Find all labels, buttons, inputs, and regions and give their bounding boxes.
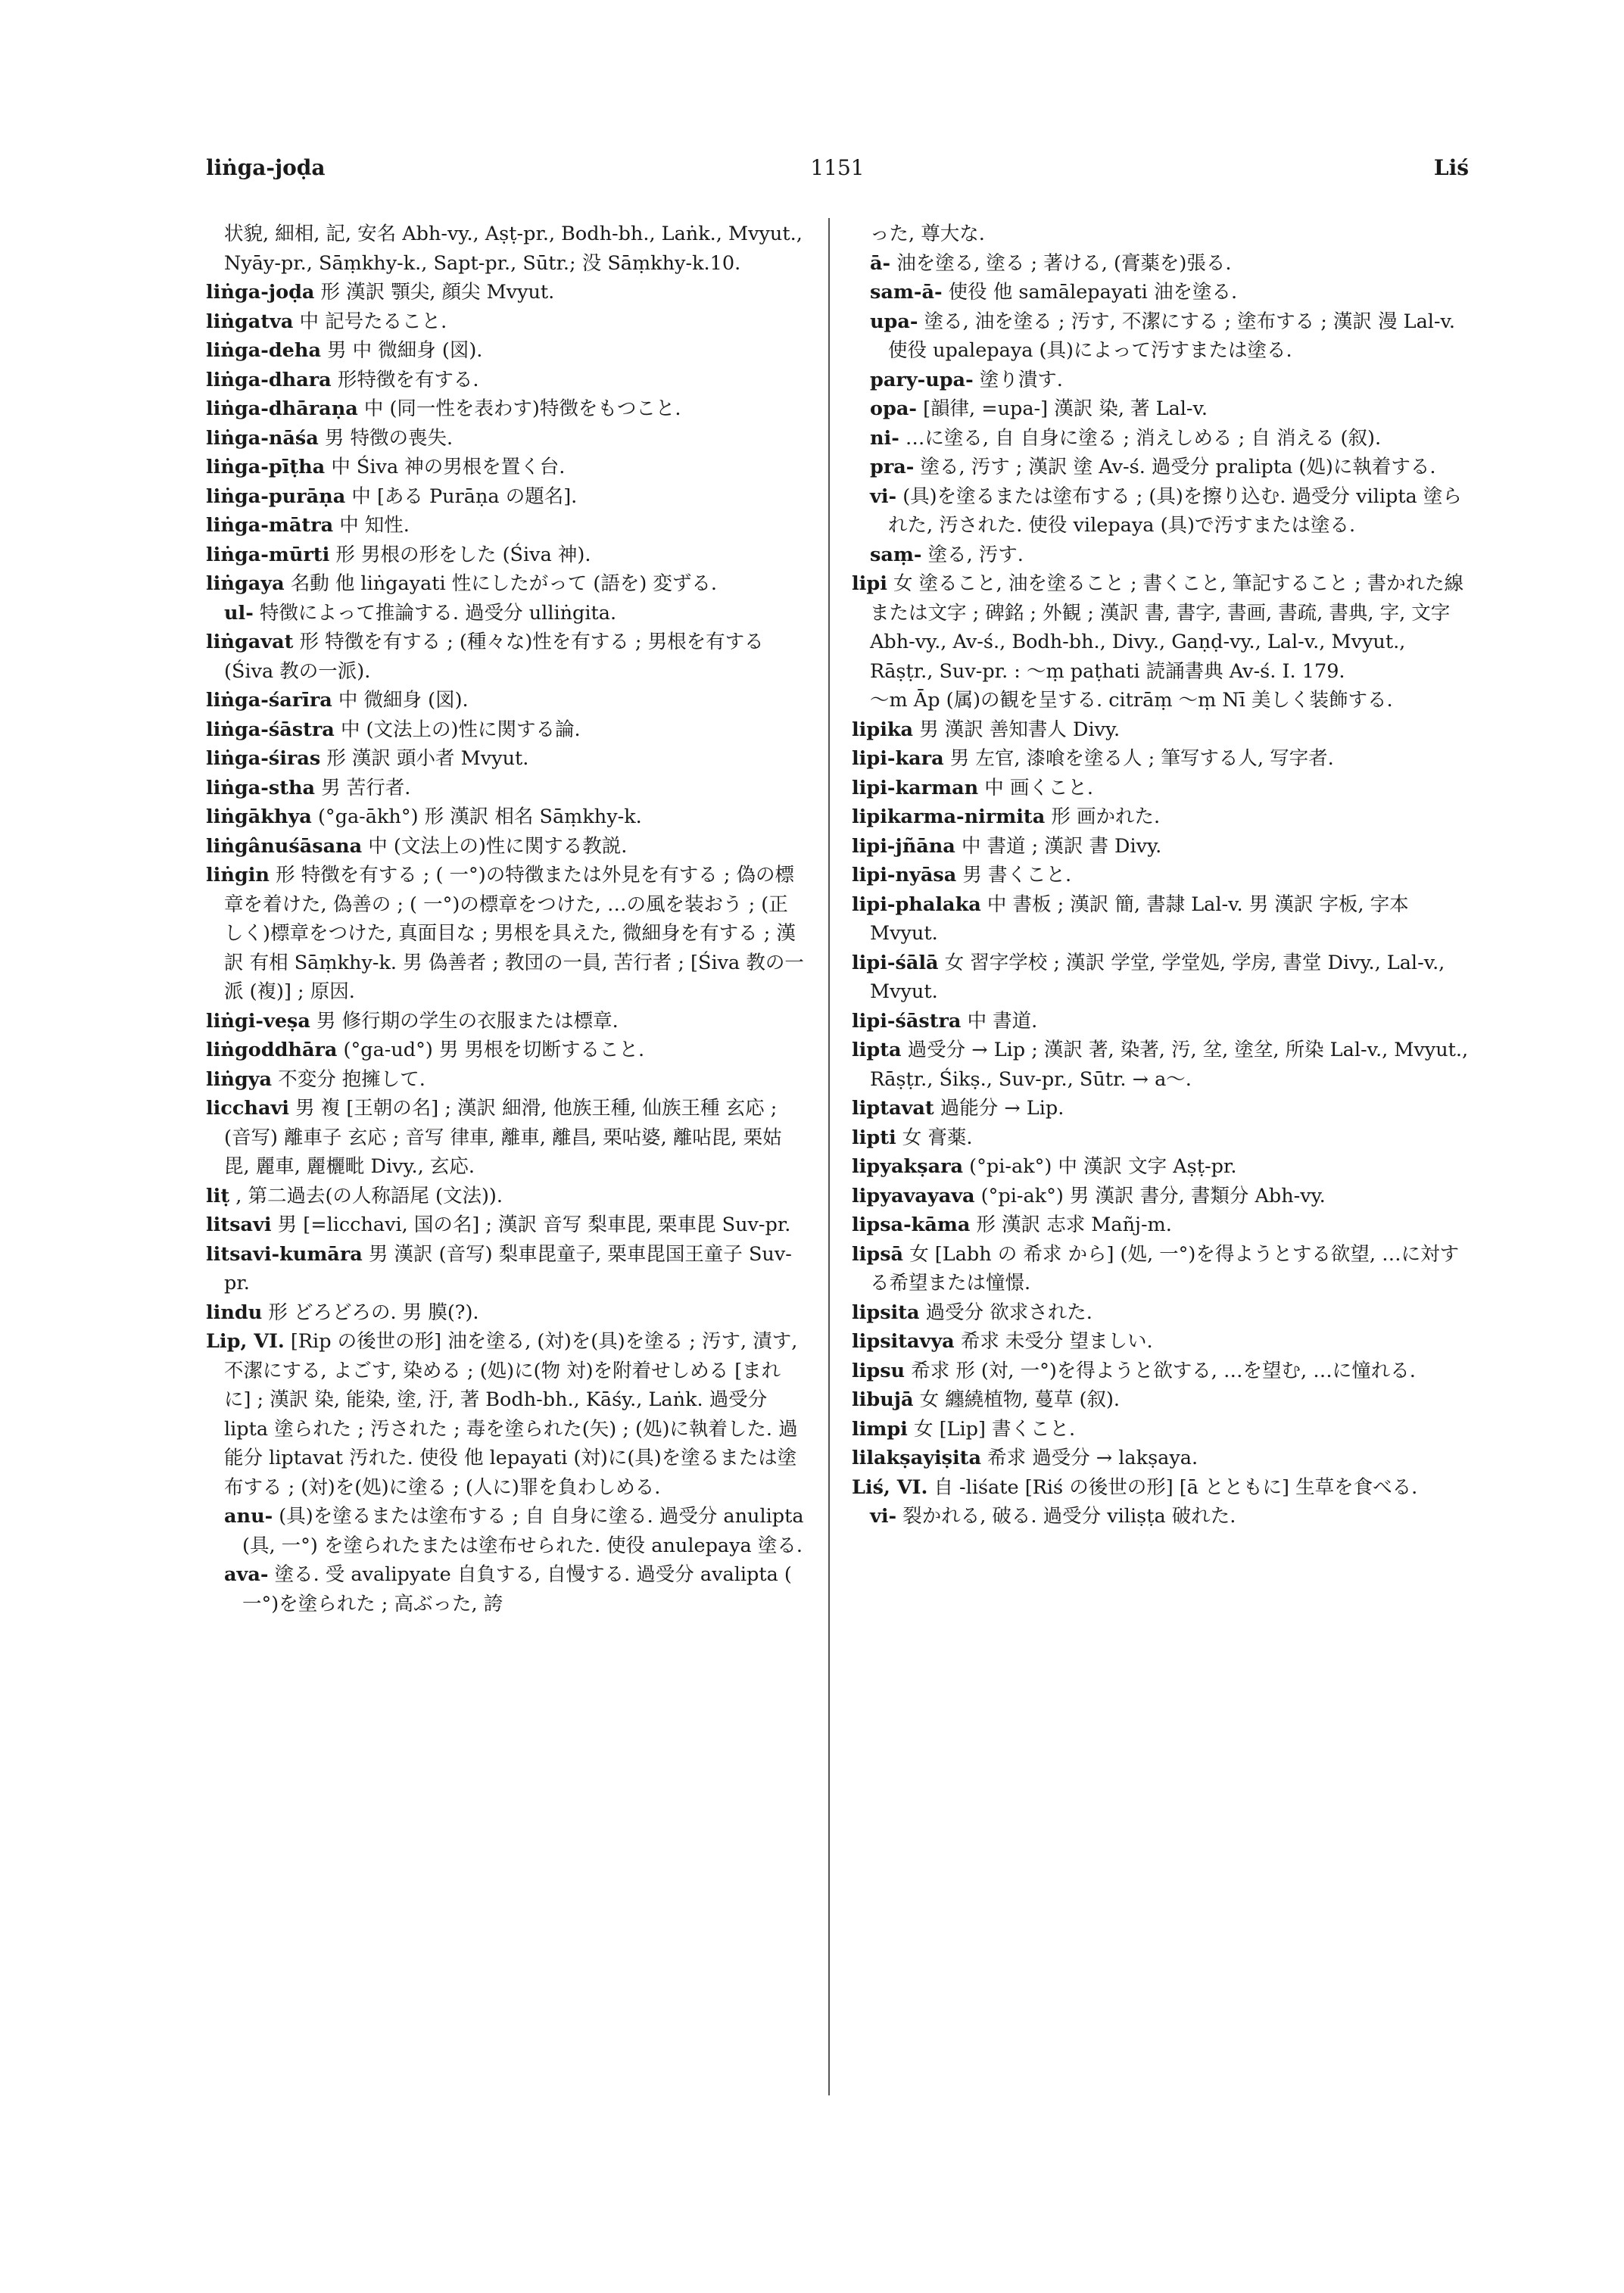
entry-headword: liṅgya <box>206 1067 273 1091</box>
dictionary-entry <box>852 715 1469 745</box>
entry-definition: (°pi-ak°) 男 漢訳 書分, 書類分 Abh-vy. <box>980 1184 1326 1207</box>
entry-definition: 中 書道. <box>967 1009 1038 1033</box>
entry-definition: 中 [ある Purāṇa の題名]. <box>351 484 578 508</box>
entry-headword: liṅga-pīṭha <box>206 456 326 478</box>
entry-headword: liṅga-stha <box>206 776 316 799</box>
entry-headword: limpi <box>852 1417 908 1441</box>
dictionary-entry <box>852 832 1469 861</box>
entry-headword: lipi-nyāsa <box>852 864 957 886</box>
dictionary-entry <box>206 1327 804 1502</box>
entry-definition: 過受分 → Lip ; 漢訳 著, 染著, 汚, 坌, 塗坌, 所染 Lal-v., Mvyut., Rāṣṭr., Śikṣ., Suv-pr., Sūtr. → a～. <box>870 1039 1469 1091</box>
dictionary-entry <box>206 861 804 1007</box>
dictionary-entry <box>852 686 1469 715</box>
entry-definition: 塗り潰す. <box>979 368 1063 391</box>
dictionary-entry <box>206 1065 804 1095</box>
dictionary-entry <box>852 1007 1469 1036</box>
page-number: 1151 <box>810 155 865 180</box>
dictionary-entry <box>852 1123 1469 1153</box>
entry-definition: 塗る, 油を塗る ; 汚す, 不潔にする ; 塗布する ; 漢訳 漫 Lal-v. 使役 upalepaya (具)によって汚すまたは塗る. <box>888 310 1456 362</box>
entry-headword: lipi-śālā <box>852 951 939 974</box>
dictionary-entry <box>852 1094 1469 1123</box>
entry-headword: liṅga-śiras <box>206 747 321 770</box>
dictionary-entry <box>206 1502 804 1560</box>
entry-headword: ava- <box>224 1563 269 1586</box>
page-header <box>206 155 1469 201</box>
entry-definition: (°ga-ud°) 男 男根を切断すること. <box>343 1039 645 1061</box>
entry-headword: saṃ- <box>870 543 922 566</box>
entry-definition: 過能分 → Lip. <box>940 1097 1064 1120</box>
running-head-right: Liś <box>1433 155 1469 180</box>
entry-headword: libujā <box>852 1388 914 1411</box>
running-head-left: liṅga-joḍa <box>206 155 326 180</box>
entry-headword: liṅga-dhāraṇa <box>206 397 358 420</box>
entry-headword: Liś, VI. <box>852 1475 928 1499</box>
entry-definition: 男 修行期の学生の衣服または標章. <box>316 1009 619 1033</box>
dictionary-entry <box>852 1444 1469 1473</box>
entry-definition: 形 漢訳 頭小者 Mvyut. <box>326 747 529 770</box>
right-column <box>852 220 1469 1531</box>
entry-headword: liṅga-mūrti <box>206 543 330 566</box>
dictionary-entry <box>852 774 1469 803</box>
dictionary-entry <box>852 1210 1469 1240</box>
entry-definition: 女 [Labh の 希求 から] (処, 一°)を得ようとする欲望, …に対する希望または憧憬. <box>870 1242 1460 1294</box>
entry-headword: licchavi <box>206 1097 289 1120</box>
dictionary-entry <box>206 482 804 512</box>
entry-definition: 不変分 抱擁して. <box>278 1067 425 1091</box>
dictionary-entry <box>206 307 804 337</box>
entry-headword: lipyakṣara <box>852 1155 964 1178</box>
entry-definition: 状貌, 細相, 記, 安名 Abh-vy., Aṣṭ-pr., Bodh-bh., Laṅk., Mvyut., Nyāy-pr., Sāṃkhy-k., Sapt-pr., Sūtr.; 没 Sāṃkhy-k.10. <box>224 223 803 275</box>
entry-definition: 塗る, 汚す ; 漢訳 塗 Av-ś. 過受分 pralipta (処)に執着する. <box>920 456 1436 478</box>
entry-definition: 女 習字学校 ; 漢訳 学堂, 学堂処, 学房, 書堂 Divy., Lal-v., Mvyut. <box>870 951 1445 1003</box>
entry-headword: anu- <box>224 1505 273 1528</box>
dictionary-entry <box>206 744 804 774</box>
entry-headword: liṅga-mātra <box>206 514 334 537</box>
dictionary-entry <box>852 1036 1469 1094</box>
dictionary-entry <box>852 890 1469 949</box>
entry-definition: (°pi-ak°) 中 漢訳 文字 Aṣṭ-pr. <box>969 1155 1237 1178</box>
dictionary-entry <box>206 424 804 453</box>
entry-definition: (°ga-ākh°) 形 漢訳 相名 Sāṃkhy-k. <box>317 805 642 828</box>
entry-headword: vi- <box>870 484 897 508</box>
dictionary-entry <box>852 1357 1469 1386</box>
entry-headword: pra- <box>870 456 915 478</box>
entry-definition: 男 [=licchavi, 国の名] ; 漢訳 音写 梨車毘, 栗車毘 Suv-pr. <box>277 1213 791 1236</box>
entry-headword: liṅga-joḍa <box>206 281 315 304</box>
dictionary-entry <box>206 366 804 395</box>
entry-headword: lipsa-kāma <box>852 1213 971 1236</box>
entry-definition: 女 [Lip] 書くこと. <box>913 1417 1076 1441</box>
dictionary-entry <box>206 1240 804 1298</box>
entry-headword: lipi-jñāna <box>852 834 955 858</box>
entry-definition: 中 Śiva 神の男根を置く台. <box>331 456 566 478</box>
entry-headword: sam-ā- <box>870 281 943 304</box>
entry-definition: 女 纏繞植物, 蔓草 (叙). <box>919 1388 1121 1411</box>
entry-headword: liṅgatva <box>206 310 294 333</box>
entry-definition: 女 塗ること, 油を塗ること ; 書くこと, 筆記すること ; 書かれた線または文字 ; 碑銘 ; 外観 ; 漢訳 書, 書字, 書画, 書疏, 書典, 字, 文字 Abh-vy., Av-ś., Bodh-bh., Divy., Gaṇḍ-vy., Lal-v., Mvyut., Rāṣṭr., Suv-pr. : ～ṃ paṭhati 読誦書典 Av-ś. I. 179. <box>870 572 1464 683</box>
entry-headword: liṅgavat <box>206 631 294 653</box>
dictionary-entry <box>206 802 804 832</box>
entry-definition: 形 特徴を有する ; (種々な)性を有する ; 男根を有する (Śiva 教の一派). <box>224 631 764 683</box>
entry-headword: lipikarma-nirmita <box>852 805 1046 828</box>
entry-definition: 形 画かれた. <box>1051 805 1161 828</box>
entry-headword: lipi-kara <box>852 747 944 770</box>
entry-headword: lipi-phalaka <box>852 893 981 916</box>
entry-headword: liṅgânuśāsana <box>206 834 363 858</box>
entry-definition: 油を塗る, 塗る ; 著ける, (膏薬を)張る. <box>896 251 1232 275</box>
entry-definition: 塗る. 受 avalipyate 自負する, 自慢する. 過受分 avalipta ( 一°)を塗られた ; 高ぶった, 誇 <box>242 1563 792 1615</box>
entry-headword: liṭ <box>206 1184 230 1207</box>
entry-headword: liṅga-deha <box>206 339 321 362</box>
entry-headword: liṅga-śarīra <box>206 689 332 712</box>
dictionary-entry <box>852 541 1469 570</box>
dictionary-entry <box>852 1327 1469 1357</box>
entry-headword: ul- <box>224 601 254 625</box>
entry-definition: (具)を塗るまたは塗布する ; (具)を擦り込む. 過受分 vilipta 塗られた, 汚された. 使役 vilepaya (具)で汚すまたは塗る. <box>888 484 1462 537</box>
entry-definition: [韻律, =upa-] 漢訳 染, 著 Lal-v. <box>923 397 1208 420</box>
entry-definition: 男 特徴の喪失. <box>324 426 454 450</box>
entry-definition: 形 特徴を有する ; ( 一°)の特徴または外見を有する ; 偽の標章を着けた, 偽善の ; ( 一°)の標章をつけた, …の風を装おう ; (正しく)標章をつけた, 真面目な ; 男根を具えた, 微細身を有する ; 漢訳 有相 Sāṃkhy-k. 男 偽善者 ; 教団の一員, 苦行者 ; [Śiva 教の一派 (複)] ; 原因. <box>224 864 804 1003</box>
entry-headword: lipsitavya <box>852 1330 955 1353</box>
entry-definition: 中 (同一性を表わす)特徴をもつこと. <box>363 397 681 420</box>
entry-definition: 中 書板 ; 漢訳 簡, 書隷 Lal-v. 男 漢訳 字板, 字本 Mvyut. <box>870 893 1409 945</box>
entry-headword: lipi <box>852 572 887 595</box>
dictionary-entry <box>206 1298 804 1328</box>
dictionary-entry <box>852 453 1469 482</box>
dictionary-entry <box>206 1036 804 1065</box>
entry-headword: lipti <box>852 1126 896 1149</box>
entry-headword: Lip, VI. <box>206 1330 285 1353</box>
entry-headword: liṅga-purāṇa <box>206 484 346 508</box>
entry-headword: litsavi-kumāra <box>206 1242 363 1266</box>
entry-headword: liptavat <box>852 1097 934 1120</box>
dictionary-entry <box>852 424 1469 453</box>
entry-definition: 裂かれる, 破る. 過受分 viliṣṭa 破れた. <box>902 1505 1236 1528</box>
dictionary-entry <box>852 1152 1469 1182</box>
entry-definition: 男 漢訳 善知書人 Divy. <box>919 718 1121 741</box>
dictionary-entry <box>206 220 804 278</box>
dictionary-entry <box>852 482 1469 541</box>
entry-definition: 希求 形 (対, 一°)を得ようと欲する, …を望む, …に憧れる. <box>911 1359 1416 1382</box>
dictionary-entry <box>206 453 804 482</box>
entry-headword: liṅga-dhara <box>206 368 332 391</box>
dictionary-entry <box>206 278 804 307</box>
entry-definition: 中 知性. <box>339 514 410 537</box>
entry-definition: 中 微細身 (図). <box>338 689 469 712</box>
entry-headword: opa- <box>870 397 917 420</box>
entry-definition: ～m Āp (属)の観を呈する. citrāṃ ～ṃ Nī 美しく装飾する. <box>870 689 1393 712</box>
entry-definition: 名動 他 liṅgayati 性にしたがって (語を) 変ずる. <box>290 572 718 595</box>
column-divider <box>828 218 830 2095</box>
entry-definition: 過受分 欲求された. <box>925 1301 1093 1324</box>
entry-definition: 男 中 微細身 (図). <box>327 339 483 362</box>
dictionary-entry <box>206 715 804 745</box>
entry-definition: 自 -liśate [Riś の後世の形] [ā とともに] 生草を食べる. <box>934 1475 1418 1499</box>
dictionary-entry <box>206 686 804 715</box>
entry-headword: lipsā <box>852 1242 904 1266</box>
dictionary-entry <box>852 1182 1469 1211</box>
entry-definition: 特徴によって推論する. 過受分 ulliṅgita. <box>259 601 617 625</box>
dictionary-entry <box>852 1502 1469 1531</box>
entry-headword: lipi-śāstra <box>852 1009 962 1033</box>
entry-headword: liṅga-nāśa <box>206 426 319 450</box>
entry-definition: 形 漢訳 志求 Mañj-m. <box>976 1213 1172 1236</box>
dictionary-entry <box>206 394 804 424</box>
dictionary-entry <box>852 249 1469 279</box>
entry-headword: lipika <box>852 718 914 741</box>
entry-headword: lipta <box>852 1039 902 1061</box>
entry-definition: 中 記号たること. <box>299 310 447 333</box>
left-column <box>206 220 804 1618</box>
entry-headword: pary-upa- <box>870 368 974 391</box>
dictionary-entry <box>206 336 804 366</box>
dictionary-entry <box>852 278 1469 307</box>
dictionary-entry <box>852 366 1469 395</box>
entry-definition: 中 (文法上の)性に関する論. <box>340 718 581 741</box>
dictionary-entry <box>206 832 804 861</box>
entry-definition: 男 書くこと. <box>962 864 1072 886</box>
entry-definition: 希求 未受分 望ましい. <box>960 1330 1153 1353</box>
dictionary-entry <box>852 569 1469 686</box>
entry-definition: 希求 過受分 → lakṣaya. <box>987 1447 1199 1469</box>
dictionary-entry <box>206 1007 804 1036</box>
entry-headword: litsavi <box>206 1213 272 1236</box>
entry-headword: lipi-karman <box>852 776 979 799</box>
entry-headword: lipsu <box>852 1359 906 1382</box>
dictionary-entry <box>852 1298 1469 1328</box>
entry-headword: upa- <box>870 310 918 333</box>
entry-definition: 中 (文法上の)性に関する教説. <box>368 834 628 858</box>
dictionary-entry <box>852 861 1469 890</box>
dictionary-entry <box>852 1385 1469 1415</box>
dictionary-entry <box>852 744 1469 774</box>
dictionary-entry <box>206 599 804 628</box>
dictionary-entry <box>206 1210 804 1240</box>
entry-definition: 形 どろどろの. 男 膜(?). <box>268 1301 479 1324</box>
entry-definition: 男 苦行者. <box>321 776 411 799</box>
entry-definition: …に塗る, 自 自身に塗る ; 消えしめる ; 自 消える (叙). <box>905 426 1382 450</box>
entry-definition: 形特徴を有する. <box>337 368 479 391</box>
dictionary-entry <box>852 949 1469 1007</box>
dictionary-entry <box>206 628 804 686</box>
dictionary-entry <box>206 1094 804 1182</box>
dictionary-entry <box>852 394 1469 424</box>
dictionary-entry <box>206 1560 804 1618</box>
dictionary-entry <box>852 1473 1469 1503</box>
entry-headword: liṅgoddhāra <box>206 1039 338 1061</box>
entry-headword: liṅgi-veṣa <box>206 1009 310 1033</box>
dictionary-entry <box>852 802 1469 832</box>
dictionary-entry <box>206 1182 804 1211</box>
entry-headword: ni- <box>870 426 899 450</box>
entry-headword: liṅgaya <box>206 572 285 595</box>
entry-definition: [Rip の後世の形] 油を塗る, (対)を(具)を塗る ; 汚す, 漬す, 不潔にする, よごす, 染める ; (処)に(物 対)を附着せしめる [まれに] ; 漢訳 染, 能染, 塗, 汙, 著 Bodh-bh., Kāśy., Laṅk. 過受分 lipta 塗られた ; 汚された ; 毒を塗られた(矢) ; (処)に執着した. 過能分 liptavat 汚れた. 使役 他 lepayati (対)に(具)を塗るまたは塗布する ; (対)を(処)に塗る ; (人に)罪を負わしめる. <box>224 1330 798 1499</box>
dictionary-entry <box>206 511 804 541</box>
entry-definition: 男 漢訳 (音写) 梨車毘童子, 栗車毘国王童子 Suv-pr. <box>224 1242 792 1294</box>
entry-headword: liṅga-śāstra <box>206 718 335 741</box>
entry-headword: liṅgākhya <box>206 805 312 828</box>
entry-definition: (具)を塗るまたは塗布する ; 自 自身に塗る. 過受分 anulipta (具, 一°) を塗られたまたは塗布せられた. 使役 anulepaya 塗る. <box>242 1505 804 1557</box>
entry-definition: 中 書道 ; 漢訳 書 Divy. <box>961 834 1162 858</box>
entry-definition: 塗る, 汚す. <box>927 543 1024 566</box>
entry-headword: lilakṣayiṣita <box>852 1447 981 1469</box>
dictionary-entry <box>852 1240 1469 1298</box>
entry-definition: 女 膏薬. <box>902 1126 973 1149</box>
entry-definition: 形 漢訳 顎尖, 顔尖 Mvyut. <box>320 281 555 304</box>
entry-headword: ā- <box>870 251 891 275</box>
entry-headword: lindu <box>206 1301 263 1324</box>
entry-definition: , 第二過去(の人称語尾 (文法)). <box>235 1184 503 1207</box>
entry-definition: 形 男根の形をした (Śiva 神). <box>335 543 591 566</box>
entry-definition: 男 複 [王朝の名] ; 漢訳 細滑, 他族王種, 仙族王種 玄応 ; (音写) 離車子 玄応 ; 音写 律車, 離車, 離昌, 栗呫婆, 離呫毘, 栗姑毘, 麗車, 麗欐毗 Divy., 玄応. <box>224 1097 782 1178</box>
entry-headword: liṅgin <box>206 864 270 886</box>
dictionary-entry <box>206 774 804 803</box>
dictionary-entry <box>852 220 1469 249</box>
dictionary-entry <box>852 307 1469 366</box>
entry-definition: 男 左官, 漆喰を塗る人 ; 筆写する人, 写字者. <box>949 747 1334 770</box>
entry-definition: 使役 他 samālepayati 油を塗る. <box>948 281 1238 304</box>
entry-headword: lipyavayava <box>852 1184 975 1207</box>
entry-headword: lipsita <box>852 1301 920 1324</box>
entry-definition: った, 尊大な. <box>870 223 985 245</box>
entry-definition: 中 画くこと. <box>984 776 1093 799</box>
entry-headword: vi- <box>870 1505 897 1528</box>
dictionary-entry <box>852 1415 1469 1444</box>
dictionary-entry <box>206 541 804 570</box>
dictionary-entry <box>206 569 804 599</box>
